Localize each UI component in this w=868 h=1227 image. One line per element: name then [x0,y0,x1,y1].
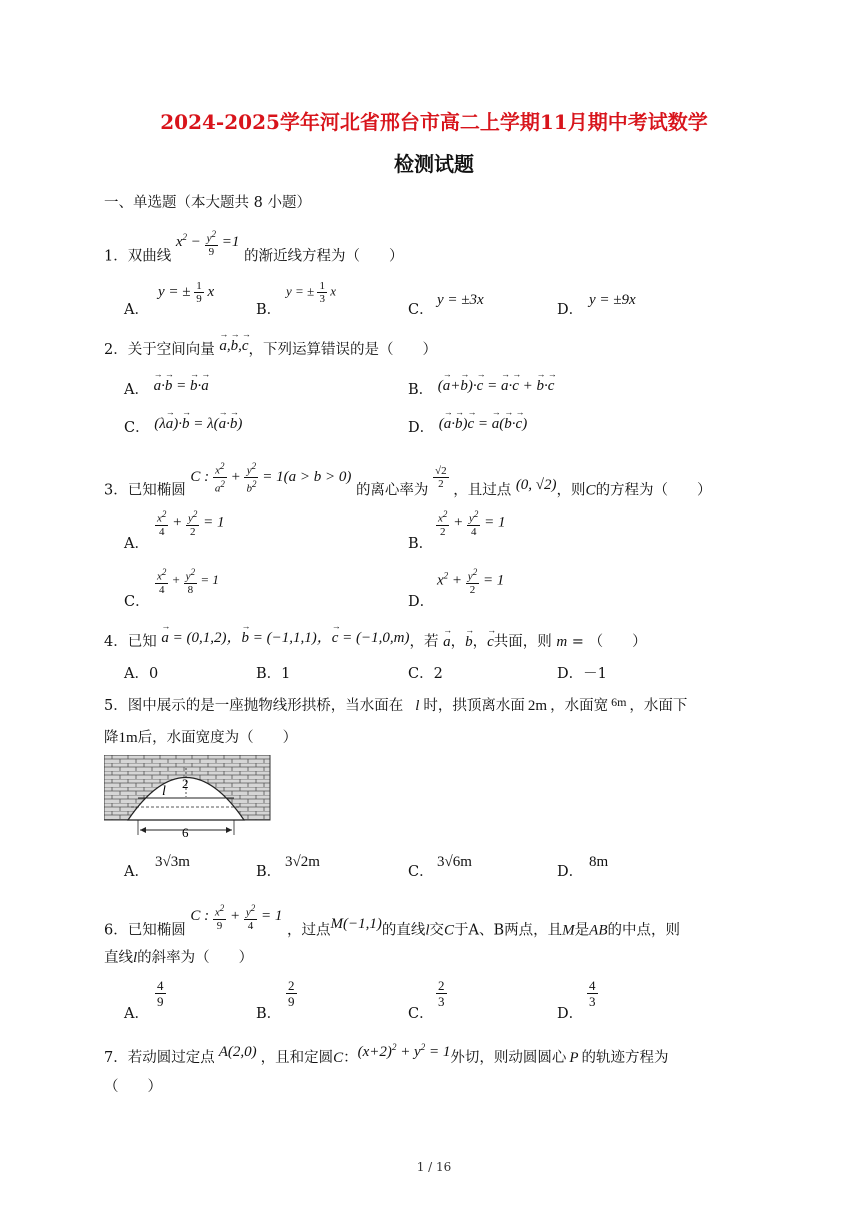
q3-option-c: C． [124,594,150,610]
q3-option-a: A． [124,536,149,552]
question-7-line2: （ ） [104,1079,162,1095]
q5-option-c: C． [408,864,434,880]
q3-option-b-expr: $\frac{x^2}{2}$ + $\frac{y^2}{4}$ = 1 [438,509,506,538]
question-5-line2: 降1m后，水面宽度为（ ） [104,730,298,746]
q5-option-d-val: 8m [589,854,609,870]
q2-option-d: D． (→ a·→ b)→ c = → a(→ b·→ c) [408,416,527,437]
arch-bridge-figure [104,755,272,841]
q6-ellipse-eq: C : $\frac{x^2}{9}$ + $\frac{y^2}{4}$ = 1 [190,903,283,932]
question-1: 1．双曲线 $x^2$ − $\frac{y^2}{9}$ =1 的渐近线方程为（ ） [104,229,404,265]
q1-option-c: C． [408,302,434,318]
q3-option-a-expr: $\frac{x^2}{4}$ + $\frac{y^2}{2}$ = 1 [157,509,225,538]
fig-label-2: 2 [182,776,189,791]
q6-option-d-frac: $\frac{4}{3}$ [589,978,596,1009]
q6-option-a: A． [124,1006,149,1022]
question-2: 2．关于空间向量 → a,→ b,→ c，下列运算错误的是（ ） [104,338,437,359]
q4-vectors: → a = (0,1,2)，→ b = (−1,1,1)，→ c = (−1,0,m) [161,630,409,646]
q1-hyperbola-eq: $x^2$ − $\frac{y^2}{9}$ =1 [175,229,240,258]
q6-option-b: B． [256,1006,282,1022]
q1-option-a: A． [124,302,149,318]
question-5-line1: 5．图中展示的是一座抛物线形拱桥，当水面在 l 时，拱顶离水面 2m ，水面宽 $^{6m}$ ，水面下 [104,695,688,714]
q2-vectors: → a,→ b,→ c [219,338,248,354]
section-heading: 一、单选题（本大题共 8 小题） [104,195,311,211]
q4-option-b: B．1 [256,666,291,682]
q4-option-a: A．0 [124,666,159,682]
q1-option-d: D． [557,302,584,318]
q3-option-b: B． [408,536,434,552]
q4-option-d: D．－1 [557,666,607,682]
q5-option-c-val: 3√6m [437,854,472,870]
q6-option-b-frac: $\frac{2}{9}$ [288,978,295,1009]
document-subtitle: 检测试题 [394,152,474,176]
q1-option-d-expr: y = ±9x [589,292,636,308]
q2-option-a: A． → a·→ b = → b·→ a [124,378,209,399]
q3-ellipse-eq: C : $\frac{x^2}{a^2}$ + $\frac{y^2}{b^2}$ = 1(a > b > 0) [190,461,352,495]
question-4: 4．已知 → a = (0,1,2)，→ b = (−1,1,1)，→ c = (−1,0,m)，若 → a，→ b，→ c共面，则 m = （ ） [104,630,647,651]
fig-label-6: 6 [182,825,189,840]
q6-option-c: C． [408,1006,434,1022]
q1-option-b-expr: y = ± $\frac{1}{3}$ x [286,280,336,305]
question-6-line2: 直线l的斜率为（ ） [104,950,254,966]
q5-option-b: B． [256,864,282,880]
q1-option-c-expr: y = ±3x [437,292,484,308]
document-title: 2024-2025学年河北省邢台市高二上学期11月期中考试数学 [160,110,708,134]
q2-option-c: C． (λ→ a)·→ b = λ(→ a·→ b) [124,416,242,437]
q5-option-a: A． [124,864,149,880]
q3-eccentricity: $\frac{√2}{2}$ [435,464,447,490]
q3-option-d: D． [408,594,435,610]
q6-option-d: D． [557,1006,584,1022]
q6-option-c-frac: $\frac{2}{3}$ [438,978,445,1009]
q5-option-a-val: 3√3m [155,854,190,870]
question-3: 3．已知椭圆 C : $\frac{x^2}{a^2}$ + $\frac{y^2}{b^2}$ = 1(a > b > 0) 的离心率为 $\frac{√2}{2}$ ，且过点 (0, √2)，则C的方程为（ ） [104,461,712,499]
page-number: 1 / 16 [416,1160,452,1174]
q5-option-d: D． [557,864,584,880]
question-6-line1: 6．已知椭圆 C : $\frac{x^2}{9}$ + $\frac{y^2}{4}$ = 1 ，过点M(−1,1)的直线l交C于A、B两点，且M是AB的中点，则 [104,903,680,939]
q1-option-a-expr: y = ± $\frac{1}{9}$ x [158,280,215,305]
q3-point: (0, √2) [515,476,557,493]
q3-option-c-expr: $\frac{x^2}{4}$ + $\frac{y^2}{8}$ = 1 [157,567,219,596]
q2-option-b: B． (→ a+→ b)·→ c = → a·→ c + → b·→ c [408,378,554,399]
fig-label-l: l [162,784,166,799]
q6-option-a-frac: $\frac{4}{9}$ [157,978,164,1009]
q4-option-c: C．2 [408,666,443,682]
q1-option-b: B． [256,302,282,318]
question-7-line1: 7．若动圆过定点 A(2,0) ，且和定圆C：$(x+2)^2 + y^2 = 1$外切，则动圆圆心 P 的轨迹方程为 [104,1042,669,1066]
q3-option-d-expr: $x^2$ + $\frac{y^2}{2}$ = 1 [437,567,505,596]
q5-option-b-val: 3√2m [285,854,320,870]
